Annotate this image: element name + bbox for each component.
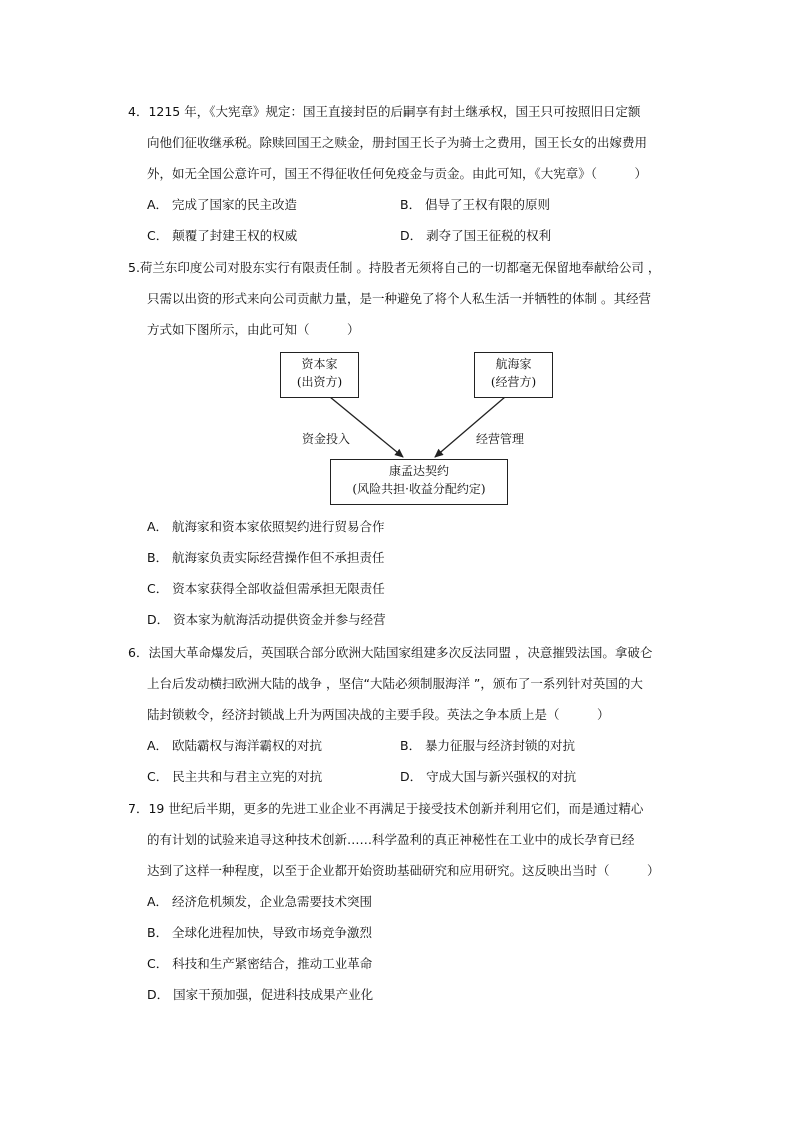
question-6-option-b[interactable]: B． 暴力征服与经济封锁的对抗 [400,738,576,753]
commenda-contract-box [330,459,508,505]
question-7-stem-line-3: 达到了这样一种程度，以至于企业都开始资助基础研究和应用研究。这反映出当时（ ） [147,863,660,878]
question-4-option-b[interactable]: B． 倡导了王权有限的原则 [400,197,551,212]
question-5-option-b[interactable]: B． 航海家负责实际经营操作但不承担责任 [147,550,385,565]
question-7-stem-line-1: 7．19 世纪后半期，更多的先进工业企业不再满足于接受技术创新并利用它们，而是通过精心 [128,801,644,816]
question-4-option-d[interactable]: D． 剥夺了国王征税的权利 [400,228,552,243]
question-4-option-c[interactable]: C． 颠覆了封建王权的权威 [147,228,298,243]
capital-arrow [330,397,403,457]
navigator-box-title: 航海家 [495,357,532,371]
question-6-option-a[interactable]: A． 欧陆霸权与海洋霸权的对抗 [147,738,323,753]
capitalist-box-subtitle: (出资方) [296,375,343,389]
commenda-diagram [270,345,560,510]
question-6-stem-line-3: 陆封锁敕令，经济封锁战上升为两国决战的主要手段。英法之争本质上是（ ） [147,707,610,722]
commenda-contract-title: 康孟达契约 [388,464,449,478]
question-4-stem-line-1: 4．1215 年，《大宪章》规定：国王直接封臣的后嗣享有封土继承权，国王只可按照旧日定额 [128,104,641,119]
capitalist-box [280,352,359,398]
question-5-option-c[interactable]: C． 资本家获得全部收益但需承担无限责任 [147,581,385,596]
question-7-option-d[interactable]: D． 国家干预加强，促进科技成果产业化 [147,987,374,1002]
question-5-option-d[interactable]: D． 资本家为航海活动提供资金并参与经营 [147,612,386,627]
question-5-stem-line-3: 方式如下图所示，由此可知（ ） [147,322,360,337]
question-6-option-d[interactable]: D． 守成大国与新兴强权的对抗 [400,769,577,784]
navigator-box-subtitle: (经营方) [490,375,537,389]
question-6-stem-line-1: 6．法国大革命爆发后，英国联合部分欧洲大陆国家组建多次反法同盟 ，决意摧毁法国。拿破仑 [128,645,653,660]
capitalist-box-title: 资本家 [301,357,338,371]
question-7-option-b[interactable]: B． 全球化进程加快，导致市场竞争激烈 [147,925,373,940]
question-5-option-a[interactable]: A． 航海家和资本家依照契约进行贸易合作 [147,519,385,534]
question-7-stem-line-2: 的有计划的试验来追寻这种技术创新……科学盈利的真正神秘性在工业中的成长孕育已经 [147,832,635,847]
question-5-stem-line-2: 只需以出资的形式来向公司贡献力量，是一种避免了将个人私生活一并牺牲的体制 。其经营 [147,291,651,306]
commenda-contract-subtitle: (风险共担·收益分配约定) [352,482,486,496]
question-5-stem-line-1: 5.荷兰东印度公司对股东实行有限责任制 。持股者无须将自己的一切都毫无保留地奉献给公司 ， [128,260,661,275]
question-4-option-a[interactable]: A． 完成了国家的民主改造 [147,197,298,212]
navigator-box [474,352,553,398]
question-4-stem-line-2: 向他们征收继承税。除赎回国王之赎金，册封国王长子为骑士之费用，国王长女的出嫁费用 [147,135,648,150]
question-7-option-c[interactable]: C． 科技和生产紧密结合，推动工业革命 [147,956,373,971]
question-4-stem-line-3: 外，如无全国公意许可，国王不得征收任何免疫金与贡金。由此可知，《大宪章》（ ） [147,166,648,181]
question-7-option-a[interactable]: A． 经济危机频发，企业急需要技术突围 [147,894,373,909]
capital-investment-label: 资金投入 [302,432,351,446]
question-6-stem-line-2: 上台后发动横扫欧洲大陆的战争 ，坚信“大陆必须制服海洋 ”，颁布了一系列针对英国的大 [147,676,643,691]
business-management-label: 经营管理 [476,432,525,446]
question-6-option-c[interactable]: C． 民主共和与君主立宪的对抗 [147,769,323,784]
management-arrow [435,397,505,457]
